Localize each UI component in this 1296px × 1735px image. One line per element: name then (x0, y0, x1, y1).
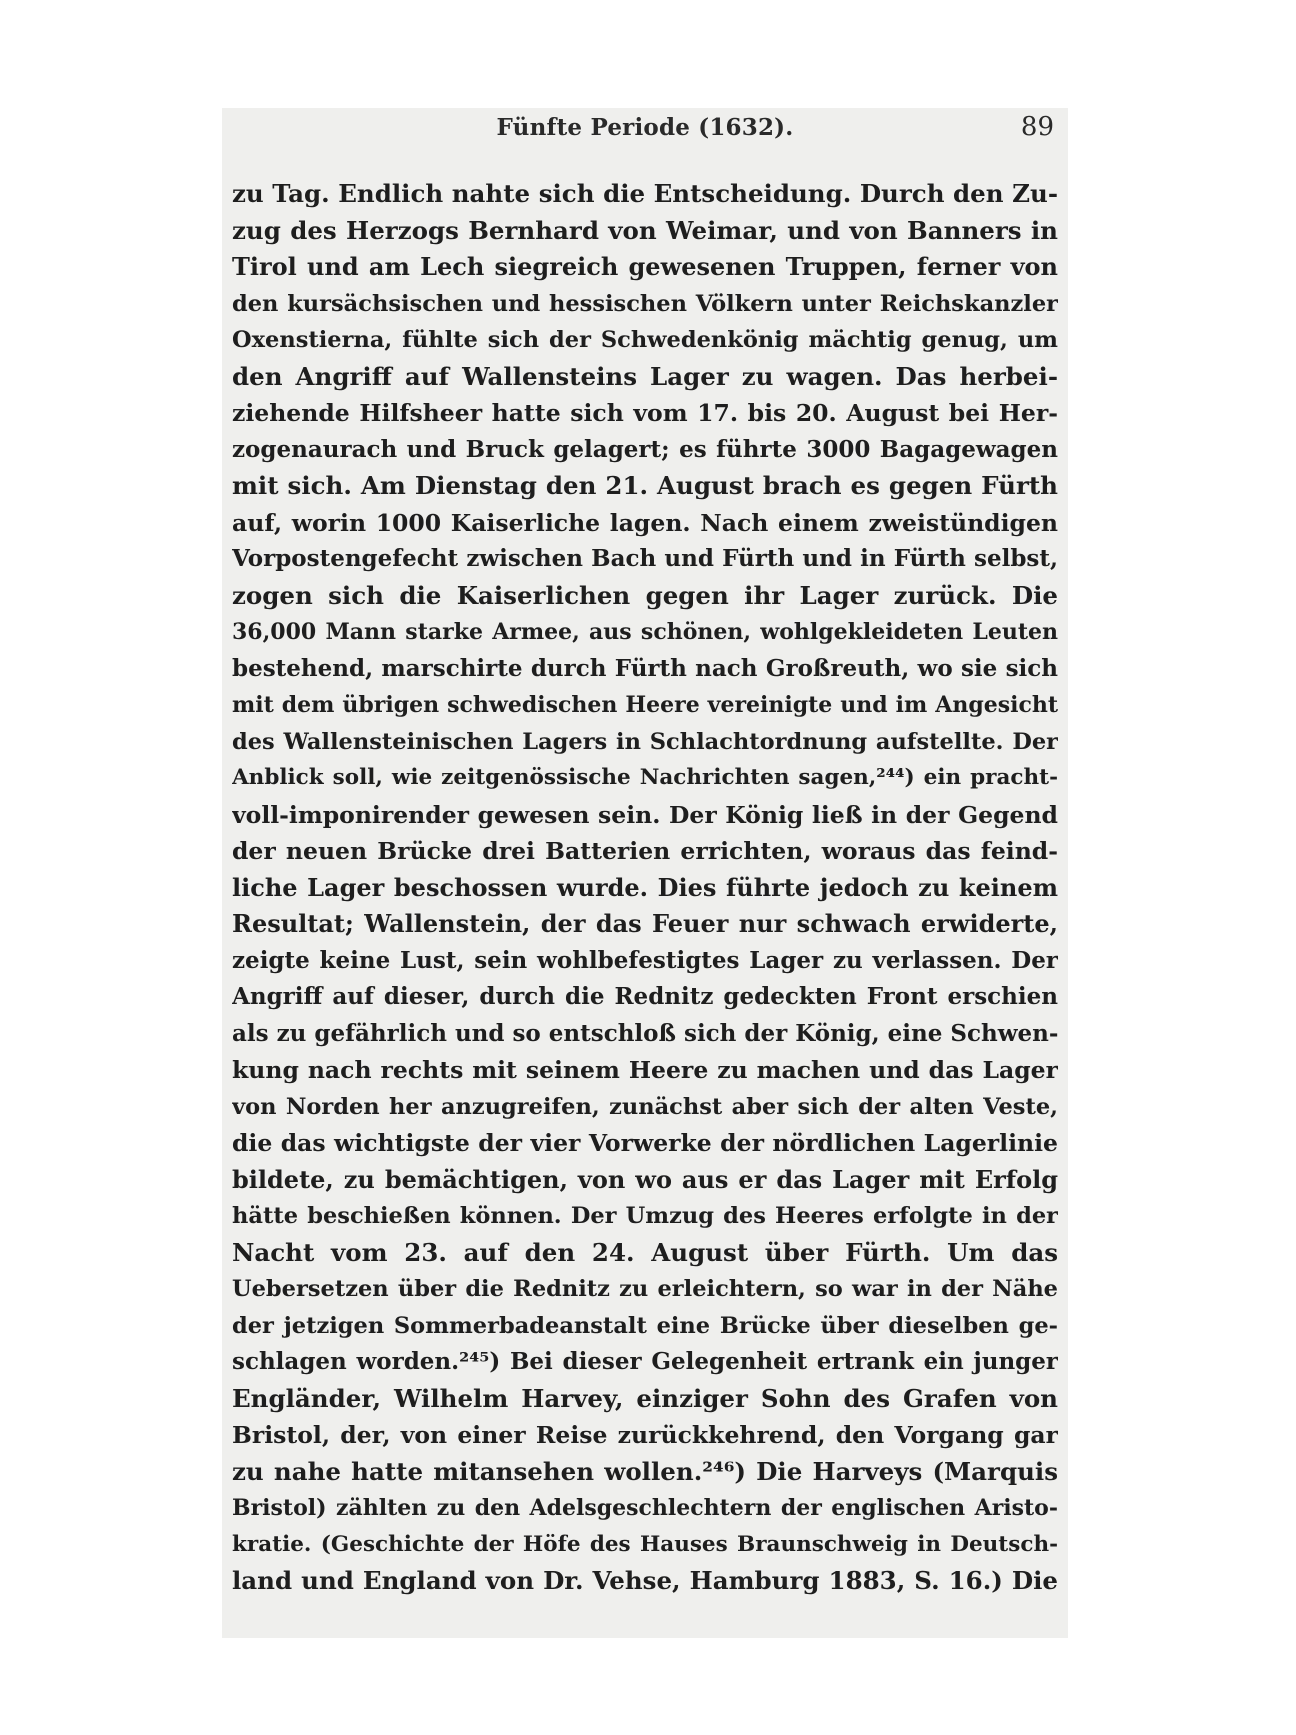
text-line: ziehende Hilfsheer hatte sich vom 17. bis 20. August bei Her- (232, 399, 1058, 427)
text-line: bestehend, marschirte durch Fürth nach Großreuth, wo sie sich (232, 654, 1058, 682)
text-line: Engländer, Wilhelm Harvey, einziger Sohn des Grafen von (232, 1383, 1058, 1413)
text-line: Uebersetzen über die Rednitz zu erleichtern, so war in der Nähe (232, 1276, 1058, 1302)
text-line: 36,000 Mann starke Armee, aus schönen, wohlgekleideten Leuten (232, 619, 1058, 645)
book-page (222, 108, 1068, 1638)
text-line: Angriff auf dieser, durch die Rednitz gedeckten Front erschien (232, 983, 1058, 1010)
text-line: zogen sich die Kaiserlichen gegen ihr Lager zurück. Die (232, 580, 1058, 610)
page-number: 89 (1020, 112, 1054, 142)
text-line: zeigte keine Lust, sein wohlbefestigtes Lager zu verlassen. Der (232, 946, 1058, 974)
text-line: Resultat; Wallenstein, der das Feuer nur schwach erwiderte, (232, 909, 1058, 938)
text-line: zogenaurach und Bruck gelagert; es führte 3000 Bagagewagen (232, 435, 1058, 463)
body-text (232, 176, 1058, 1600)
text-line: voll-imponirender gewesen sein. Der König ließ in der Gegend (232, 800, 1058, 829)
text-line: mit sich. Am Dienstag den 21. August brach es gegen Fürth (232, 471, 1058, 500)
text-line: den Angriff auf Wallensteins Lager zu wagen. Das herbei- (232, 361, 1058, 391)
text-line: kratie. (Geschichte der Höfe des Hauses Braunschweig in Deutsch- (232, 1531, 1058, 1557)
text-line: hätte beschießen können. Der Umzug des Heeres erfolgte in der (232, 1203, 1058, 1229)
text-line: auf, worin 1000 Kaiserliche lagen. Nach einem zweistündigen (232, 508, 1058, 537)
text-line: zu Tag. Endlich nahte sich die Entscheidung. Durch den Zu- (232, 179, 1058, 208)
text-line: liche Lager beschossen wurde. Dies führte jedoch zu keinem (232, 872, 1058, 902)
text-line: land und England von Dr. Vehse, Hamburg 1883, S. 16.) Die (232, 1566, 1058, 1595)
text-line: zug des Herzogs Bernhard von Weimar, und von Banners in (232, 215, 1058, 245)
text-line: kung nach rechts mit seinem Heere zu machen und das Lager (232, 1056, 1058, 1084)
running-head: Fünfte Periode (1632). (496, 114, 794, 141)
text-line: Vorpostengefecht zwischen Bach und Fürth und in Fürth selbst, (232, 545, 1058, 572)
text-line: den kursächsischen und hessischen Völkern unter Reichskanzler (232, 290, 1058, 317)
text-line: die das wichtigste der vier Vorwerke der nördlichen Lagerlinie (232, 1129, 1058, 1157)
text-line: der jetzigen Sommerbadeanstalt eine Brücke über dieselben ge- (232, 1312, 1058, 1339)
text-line: Bristol) zählten zu den Adelsgeschlechtern der englischen Aristo- (232, 1495, 1058, 1521)
text-line: schlagen worden.²⁴⁵) Bei dieser Gelegenheit ertrank ein junger (232, 1348, 1058, 1375)
text-line: Anblick soll, wie zeitgenössische Nachrichten sagen,²⁴⁴) ein pracht- (232, 765, 1058, 790)
text-line: Bristol, der, von einer Reise zurückkehrend, den Vorgang gar (232, 1421, 1058, 1449)
text-line: Nacht vom 23. auf den 24. August über Fürth. Um das (232, 1237, 1058, 1267)
text-line: mit dem übrigen schwedischen Heere vereinigte und im Angesicht (232, 692, 1058, 718)
text-line: Oxenstierna, fühlte sich der Schwedenkönig mächtig genug, um (232, 327, 1058, 353)
text-line: von Norden her anzugreifen, zunächst aber sich der alten Veste, (232, 1093, 1058, 1120)
text-line: bildete, zu bemächtigen, von wo aus er das Lager mit Erfolg (232, 1164, 1058, 1194)
text-line: zu nahe hatte mitansehen wollen.²⁴⁶) Die Harveys (Marquis (232, 1456, 1058, 1486)
page-header (222, 108, 1068, 150)
text-line: als zu gefährlich und so entschloß sich der König, eine Schwen- (232, 1019, 1058, 1047)
text-line: der neuen Brücke drei Batterien errichten, woraus das feind- (232, 837, 1058, 865)
text-line: des Wallensteinischen Lagers in Schlachtordnung aufstellte. Der (232, 728, 1058, 755)
text-line: Tirol und am Lech siegreich gewesenen Truppen, ferner von (232, 252, 1058, 281)
